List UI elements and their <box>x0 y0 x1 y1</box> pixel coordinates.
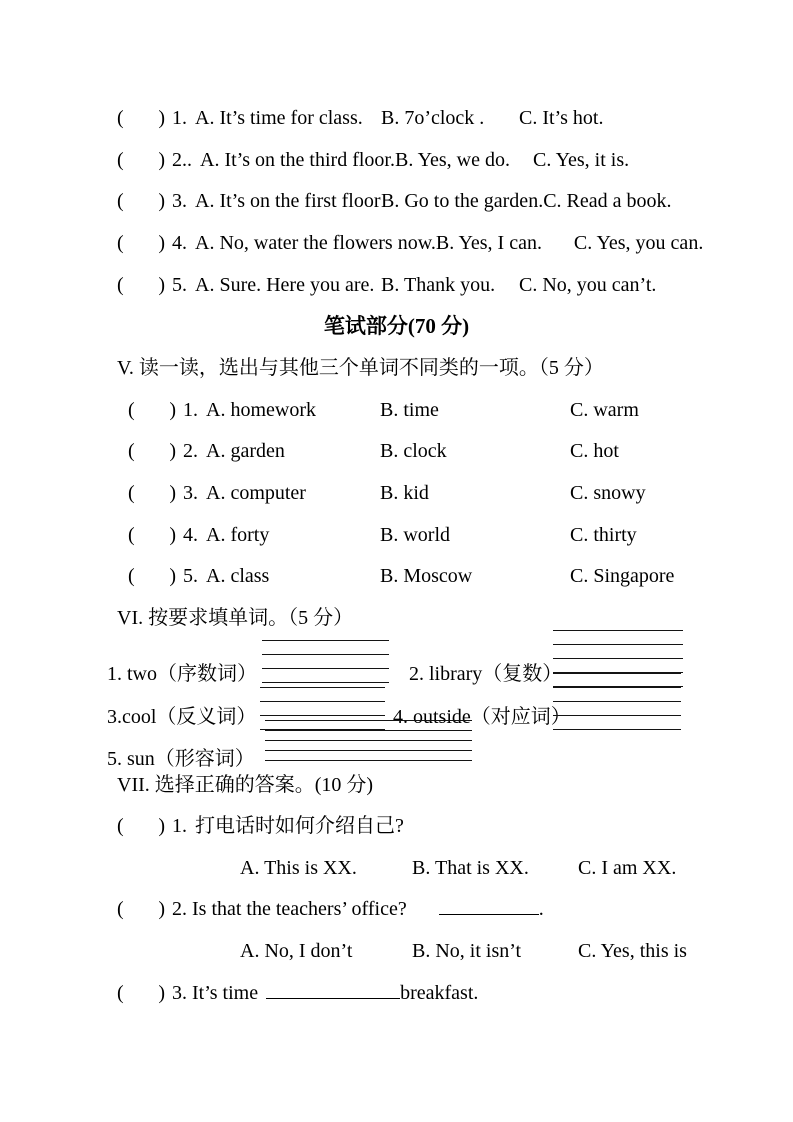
paren-open: ( <box>128 481 135 504</box>
question-number: 3. <box>183 481 198 504</box>
paren-close: ) <box>169 481 176 504</box>
answer-parens <box>117 229 165 257</box>
section-vi-row <box>0 729 793 771</box>
answer-parens <box>117 187 165 215</box>
answer-parens <box>128 396 176 424</box>
paren-open: ( <box>117 231 124 254</box>
option-c: C. Yes, it is. <box>532 148 630 171</box>
option-a: A. forty <box>206 523 270 546</box>
paren-open: ( <box>117 190 124 213</box>
word-item-label: 4. outside（对应词） <box>393 706 571 729</box>
question-number: 1. <box>183 398 198 421</box>
section-v-item-row <box>0 396 793 438</box>
option-a: A. It’s on the first floor <box>195 190 381 213</box>
paren-open: ( <box>117 148 124 171</box>
paren-open: ( <box>128 523 135 546</box>
question-number: 2. <box>183 440 198 463</box>
answer-parens <box>128 521 176 549</box>
option-b: B. time <box>380 398 439 421</box>
writing-grid <box>262 640 389 683</box>
option-a: A. homework <box>206 398 316 421</box>
paren-close: ) <box>158 231 165 254</box>
option-a: A. This is XX. <box>240 856 357 879</box>
option-a: A. Sure. Here you are. <box>195 273 375 296</box>
listening-question-row <box>0 146 793 188</box>
answer-parens <box>117 146 165 174</box>
option-a: A. No, I don’t <box>240 940 353 963</box>
option-b: B. Yes, I can. <box>435 231 542 254</box>
word-item-label: 3.cool（反义词） <box>107 706 257 729</box>
paren-close: ) <box>158 273 165 296</box>
option-c: C. Singapore <box>570 565 675 588</box>
paren-close: ) <box>169 523 176 546</box>
section-vii-options <box>0 854 793 896</box>
paren-close: ) <box>169 565 176 588</box>
answer-parens <box>128 562 176 590</box>
paren-close: ) <box>158 815 165 838</box>
option-c: C. warm <box>570 398 639 421</box>
option-a: A. computer <box>206 481 306 504</box>
answer-parens <box>128 437 176 465</box>
answer-parens <box>117 104 165 132</box>
page-content <box>0 104 793 1020</box>
option-b: B. Yes, we do. <box>394 148 511 171</box>
option-c: C. thirty <box>570 523 637 546</box>
answer-parens <box>117 271 165 299</box>
question-text-after-blank: breakfast. <box>400 981 479 1004</box>
question-number: 5. <box>183 565 198 588</box>
question-number: 4. <box>183 523 198 546</box>
listening-question-row <box>0 271 793 313</box>
question-number: 3. <box>172 190 187 213</box>
word-item-label: 5. sun（形容词） <box>107 747 255 770</box>
option-a: A. It’s on the third floor. <box>200 148 395 171</box>
option-b: B. Thank you. <box>381 273 496 296</box>
section-v-item-row <box>0 479 793 521</box>
option-b: B. That is XX. <box>412 856 529 879</box>
question-text: 打电话时如何介绍自己? <box>195 815 404 838</box>
question-number: 1. <box>172 815 187 838</box>
question-number: 4. <box>172 231 187 254</box>
question-number: 1. <box>172 107 187 129</box>
question-text: 2. Is that the teachers’ office? <box>172 898 407 921</box>
section-v-item-row <box>0 521 793 563</box>
question-text-before-blank: 3. It’s time <box>172 981 259 1004</box>
option-c: C. hot <box>570 440 619 463</box>
option-a: A. garden <box>206 440 285 463</box>
section-v-item-row <box>0 437 793 479</box>
paren-open: ( <box>128 565 135 588</box>
option-c: C. No, you can’t. <box>519 273 657 296</box>
answer-parens <box>117 895 165 923</box>
paren-close: ) <box>158 190 165 213</box>
paren-open: ( <box>117 107 124 129</box>
option-c: C. snowy <box>570 481 646 504</box>
answer-blank-line <box>266 998 400 999</box>
paren-close: ) <box>169 440 176 463</box>
option-c: C. Yes, this is <box>578 940 687 963</box>
option-b: B. Go to the garden. <box>381 190 544 213</box>
option-b: B. clock <box>380 440 447 463</box>
option-c: C. It’s hot. <box>519 107 604 129</box>
section-vii-question <box>0 895 793 937</box>
paren-open: ( <box>117 898 124 921</box>
section-vii-question <box>0 979 793 1021</box>
section-v-title: V. 读一读，选出与其他三个单词不同类的一项。（5 分） <box>117 356 604 379</box>
question-number: 2.. <box>172 148 192 171</box>
answer-parens <box>128 479 176 507</box>
paren-close: ) <box>158 898 165 921</box>
section-vii-question <box>0 812 793 854</box>
option-b: B. kid <box>380 481 429 504</box>
paren-close: ) <box>169 398 176 421</box>
section-vi-title: VI. 按要求填单词。（5 分） <box>117 606 354 629</box>
listening-question-row <box>0 104 793 146</box>
answer-blank-line <box>439 914 539 915</box>
word-item-label: 1. two（序数词） <box>107 662 257 685</box>
section-vii-title: VII. 选择正确的答案。(10 分) <box>117 773 374 796</box>
paren-open: ( <box>128 398 135 421</box>
option-a: A. No, water the flowers now. <box>195 231 436 254</box>
option-b: B. world <box>380 523 450 546</box>
option-c: C. Read a book. <box>543 190 672 213</box>
section-vii-options <box>0 937 793 979</box>
question-number: 5. <box>172 273 187 296</box>
written-part-header: 笔试部分(70 分) <box>323 314 470 339</box>
paren-open: ( <box>117 273 124 296</box>
option-b: B. Moscow <box>380 565 473 588</box>
option-a: A. class <box>206 565 270 588</box>
word-item-label: 2. library（复数） <box>409 662 563 685</box>
option-a: A. It’s time for class. <box>195 107 363 129</box>
listening-question-row <box>0 187 793 229</box>
writing-grid <box>265 720 472 761</box>
option-b: B. No, it isn’t <box>412 940 522 963</box>
answer-parens <box>117 812 165 840</box>
paren-open: ( <box>117 981 124 1004</box>
paren-close: ) <box>158 981 165 1004</box>
paren-close: ) <box>158 107 165 129</box>
period: . <box>538 898 544 921</box>
listening-question-row <box>0 229 793 271</box>
option-b: B. 7o’clock . <box>381 107 485 129</box>
option-c: C. Yes, you can. <box>573 231 704 254</box>
answer-parens <box>117 979 165 1007</box>
writing-grid <box>553 673 681 730</box>
section-v-item-row <box>0 562 793 604</box>
paren-open: ( <box>117 815 124 838</box>
paren-open: ( <box>128 440 135 463</box>
paren-close: ) <box>158 148 165 171</box>
option-c: C. I am XX. <box>578 856 677 879</box>
